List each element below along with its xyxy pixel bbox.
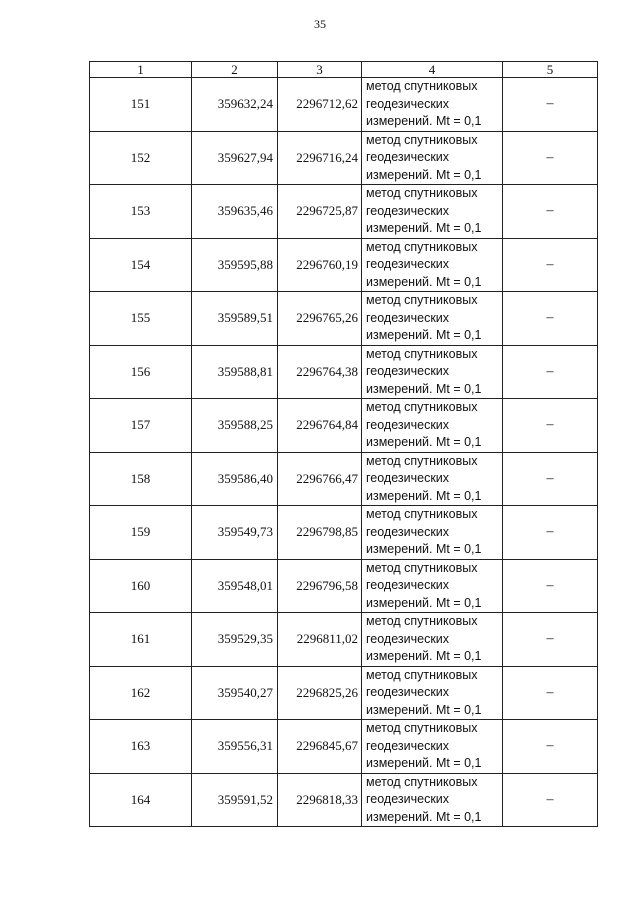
coordinates-table	[89, 61, 598, 827]
coordinate-y: 2296764,84	[278, 399, 362, 453]
method-line: метод спутниковых	[366, 79, 478, 93]
coordinate-y: 2296760,19	[278, 238, 362, 292]
point-number: 156	[90, 345, 192, 399]
method-line: метод спутниковых	[366, 667, 478, 682]
point-number: 152	[90, 131, 192, 185]
method-line: измерений. Mt = 0,1	[366, 702, 482, 717]
header-row	[90, 62, 598, 78]
point-number: 151	[90, 78, 192, 132]
table-row	[90, 559, 598, 613]
method-line: измерений. Mt = 0,1	[366, 381, 482, 396]
method-line: геодезических	[366, 631, 450, 646]
method-description	[362, 238, 503, 292]
method-line: метод спутниковых	[366, 453, 478, 468]
table-body	[90, 78, 598, 827]
note-cell: –	[503, 78, 598, 132]
table-row	[90, 238, 598, 292]
header-col-4: 4	[362, 62, 503, 78]
method-line: геодезических	[366, 417, 450, 432]
point-number: 158	[90, 452, 192, 506]
coordinate-x: 359632,24	[192, 78, 278, 132]
note-cell: –	[503, 185, 598, 239]
method-description	[362, 452, 503, 506]
method-line: метод спутниковых	[366, 721, 478, 735]
coordinate-x: 359588,81	[192, 345, 278, 399]
table-row	[90, 399, 598, 453]
table-row	[90, 131, 598, 185]
method-description	[362, 559, 503, 613]
method-line: геодезических	[366, 150, 450, 164]
header-col-2: 2	[192, 62, 278, 78]
note-cell: –	[503, 238, 598, 292]
coordinate-x: 359589,51	[192, 292, 278, 346]
method-line: измерений. Mt = 0,1	[366, 221, 482, 235]
note-cell: –	[503, 720, 598, 774]
coordinate-y: 2296798,85	[278, 506, 362, 560]
method-line: метод спутниковых	[366, 507, 478, 521]
page-number: 35	[314, 17, 326, 31]
note-cell: –	[503, 666, 598, 720]
method-line: геодезических	[366, 364, 450, 378]
method-line: геодезических	[366, 257, 450, 271]
method-line: геодезических	[366, 471, 450, 485]
method-line: измерений. Mt = 0,1	[366, 167, 482, 182]
coordinate-x: 359549,73	[192, 506, 278, 560]
method-line: метод спутниковых	[366, 614, 478, 628]
coordinate-y: 2296845,67	[278, 720, 362, 774]
coordinate-x: 359595,88	[192, 238, 278, 292]
method-description	[362, 345, 503, 399]
table-row	[90, 720, 598, 774]
coordinate-y: 2296796,58	[278, 559, 362, 613]
coordinate-x: 359529,35	[192, 613, 278, 667]
method-line: геодезических	[366, 685, 450, 699]
method-line: метод спутниковых	[366, 132, 478, 147]
coordinate-y: 2296712,62	[278, 78, 362, 132]
header-col-3: 3	[278, 62, 362, 78]
method-description	[362, 185, 503, 239]
method-line: измерений. Mt = 0,1	[366, 756, 482, 770]
note-cell: –	[503, 613, 598, 667]
note-cell: –	[503, 399, 598, 453]
method-description	[362, 613, 503, 667]
point-number: 161	[90, 613, 192, 667]
method-line: геодезических	[366, 310, 450, 325]
method-line: геодезических	[366, 578, 450, 592]
method-description	[362, 666, 503, 720]
point-number: 163	[90, 720, 192, 774]
point-number: 162	[90, 666, 192, 720]
method-line: измерений. Mt = 0,1	[366, 488, 482, 503]
method-line: геодезических	[366, 738, 450, 753]
coordinate-x: 359591,52	[192, 773, 278, 827]
method-line: метод спутниковых	[366, 346, 478, 361]
coordinate-x: 359540,27	[192, 666, 278, 720]
table-header	[90, 62, 598, 78]
point-number: 155	[90, 292, 192, 346]
coordinate-x: 359588,25	[192, 399, 278, 453]
coordinate-x: 359586,40	[192, 452, 278, 506]
method-line: измерений. Mt = 0,1	[366, 809, 482, 824]
table-row	[90, 506, 598, 560]
method-line: метод спутниковых	[366, 239, 478, 254]
method-description	[362, 773, 503, 827]
header-col-1: 1	[90, 62, 192, 78]
method-line: измерений. Mt = 0,1	[366, 114, 482, 128]
point-number: 157	[90, 399, 192, 453]
method-line: метод спутниковых	[366, 560, 478, 575]
method-description	[362, 131, 503, 185]
method-line: геодезических	[366, 792, 450, 806]
coordinate-x: 359635,46	[192, 185, 278, 239]
method-line: измерений. Mt = 0,1	[366, 328, 482, 342]
method-line: метод спутниковых	[366, 293, 478, 307]
coordinate-x: 359627,94	[192, 131, 278, 185]
method-description	[362, 399, 503, 453]
coordinate-y: 2296825,26	[278, 666, 362, 720]
point-number: 159	[90, 506, 192, 560]
method-line: метод спутниковых	[366, 400, 478, 414]
method-line: метод спутниковых	[366, 186, 478, 200]
table-row	[90, 78, 598, 132]
coordinate-y: 2296766,47	[278, 452, 362, 506]
note-cell: –	[503, 773, 598, 827]
table-row	[90, 613, 598, 667]
note-cell: –	[503, 452, 598, 506]
note-cell: –	[503, 559, 598, 613]
method-description	[362, 292, 503, 346]
point-number: 154	[90, 238, 192, 292]
method-line: измерений. Mt = 0,1	[366, 274, 482, 289]
method-line: геодезических	[366, 96, 450, 111]
method-description	[362, 720, 503, 774]
method-description	[362, 78, 503, 132]
note-cell: –	[503, 131, 598, 185]
method-line: геодезических	[366, 203, 450, 218]
method-line: метод спутниковых	[366, 774, 478, 789]
point-number: 164	[90, 773, 192, 827]
table-row	[90, 773, 598, 827]
coordinate-y: 2296725,87	[278, 185, 362, 239]
coordinate-x: 359556,31	[192, 720, 278, 774]
table-row	[90, 452, 598, 506]
coordinate-y: 2296811,02	[278, 613, 362, 667]
note-cell: –	[503, 345, 598, 399]
table-row	[90, 185, 598, 239]
point-number: 153	[90, 185, 192, 239]
table-row	[90, 666, 598, 720]
header-col-5: 5	[503, 62, 598, 78]
note-cell: –	[503, 506, 598, 560]
method-line: геодезических	[366, 524, 450, 539]
coordinate-y: 2296764,38	[278, 345, 362, 399]
note-cell: –	[503, 292, 598, 346]
coordinate-y: 2296765,26	[278, 292, 362, 346]
method-description	[362, 506, 503, 560]
point-number: 160	[90, 559, 192, 613]
coordinate-y: 2296818,33	[278, 773, 362, 827]
coordinate-x: 359548,01	[192, 559, 278, 613]
table-row	[90, 345, 598, 399]
method-line: измерений. Mt = 0,1	[366, 435, 482, 449]
method-line: измерений. Mt = 0,1	[366, 542, 482, 556]
method-line: измерений. Mt = 0,1	[366, 649, 482, 663]
method-line: измерений. Mt = 0,1	[366, 595, 482, 610]
table-row	[90, 292, 598, 346]
coordinate-y: 2296716,24	[278, 131, 362, 185]
